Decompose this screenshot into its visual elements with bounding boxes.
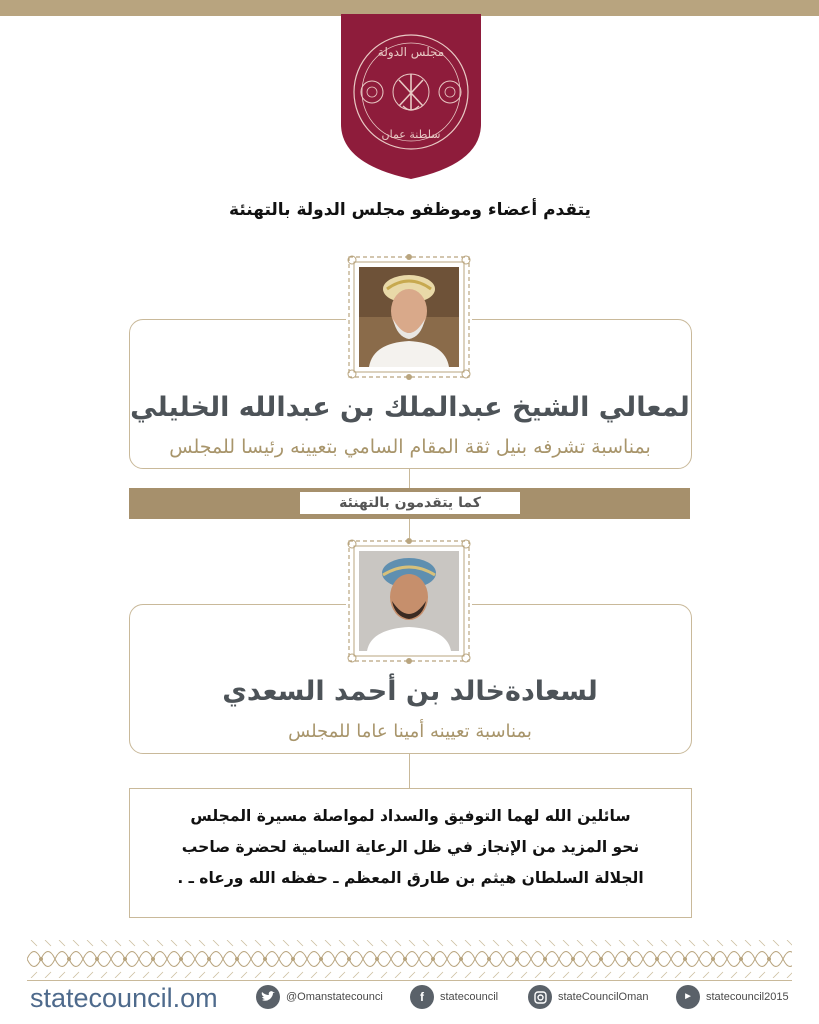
person1-occasion: بمناسبة تشرفه بنيل ثقة المقام السامي بتعيينه رئيسا للمجلس — [169, 436, 651, 458]
portrait-photo-1 — [359, 267, 459, 367]
portrait-photo-2 — [359, 551, 459, 651]
decorative-pattern-strip — [27, 940, 792, 978]
facebook-link[interactable] — [410, 984, 498, 1010]
photo-frame-2 — [346, 538, 472, 664]
instagram-icon — [528, 985, 552, 1009]
facebook-handle: statecouncil — [440, 991, 499, 1003]
message-line-1: سائلين الله لهما التوفيق والسداد لمواصلة مسيرة المجلس — [190, 807, 631, 825]
twitter-handle: @Omanstatecounci — [286, 991, 383, 1003]
emblem-shield-icon — [341, 14, 481, 179]
photo-frame-1 — [346, 254, 472, 380]
person1-name: لمعالي الشيخ عبدالملك بن عبدالله الخليلي — [130, 392, 690, 423]
portrait-silhouette-icon — [359, 267, 459, 367]
emblem-top-text: مجلس الدولة — [377, 45, 445, 59]
instagram-link[interactable] — [528, 984, 649, 1010]
twitter-icon — [256, 985, 280, 1009]
instagram-handle: stateCouncilOman — [558, 991, 649, 1003]
page-heading: يتقدم أعضاء وموظفو مجلس الدولة بالتهنئة — [229, 200, 591, 220]
message-line-3: الجلالة السلطان هيثم بن طارق المعظم ـ حفظه الله ورعاه ـ . — [177, 869, 644, 887]
youtube-handle: statecouncil2015 — [706, 991, 789, 1003]
message-text — [144, 801, 677, 894]
band-text: كما يتقدمون بالتهنئة — [300, 492, 520, 514]
arabesque-pattern-icon — [27, 940, 792, 978]
youtube-icon: ▶ — [676, 985, 700, 1009]
youtube-link[interactable] — [676, 984, 789, 1010]
message-box — [129, 788, 692, 918]
portrait-silhouette-icon — [359, 551, 459, 651]
facebook-icon: f — [410, 985, 434, 1009]
twitter-link[interactable] — [256, 984, 383, 1010]
website-link[interactable]: statecouncil.om — [30, 983, 218, 1013]
connector-line — [409, 519, 410, 538]
emblem-bottom-text: سلطنة عمان — [381, 128, 441, 141]
message-line-2: نحو المزيد من الإنجاز في ظل الرعاية السامية لحضرة صاحب — [181, 838, 640, 856]
connector-line — [409, 467, 410, 488]
footer-divider — [27, 980, 792, 981]
state-council-emblem — [341, 14, 481, 179]
connector-line — [409, 752, 410, 788]
person2-name: لسعادةخالد بن أحمد السعدي — [222, 676, 598, 707]
person2-occasion: بمناسبة تعيينه أمينا عاما للمجلس — [288, 721, 532, 742]
